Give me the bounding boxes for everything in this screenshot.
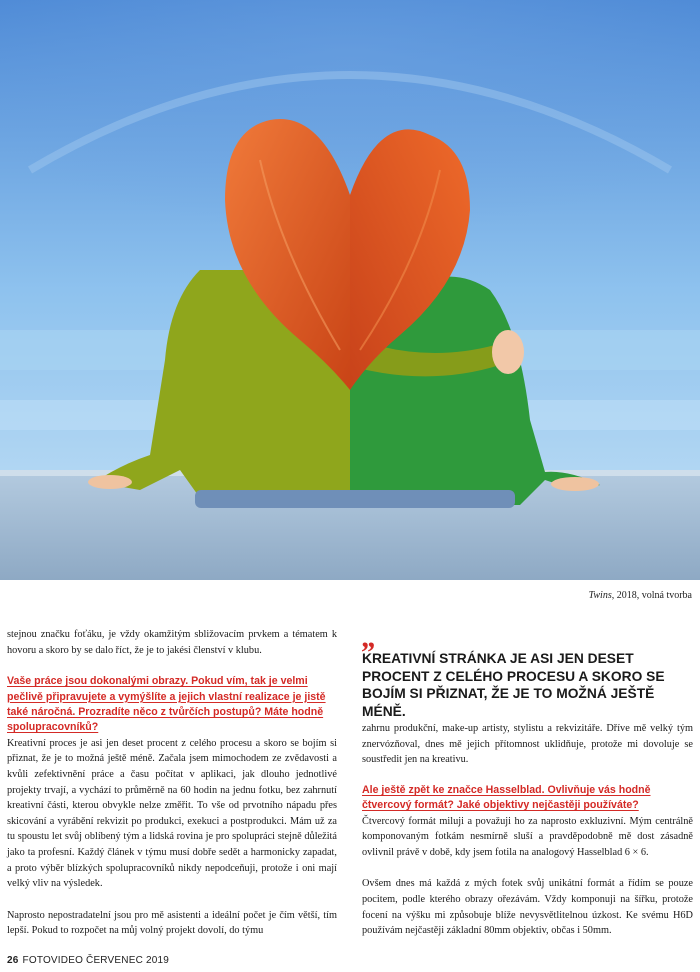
answer-2: Čtvercový formát miluji a považuji ho za naprosto exkluzivní. Mým centrálně komponovaným fotkám nesmírně sluší a pravděpodobně mě dost zásadně ovlivnil právě v době, kdy jsem fotila na analogový Hasselblad 6 × 6. xyxy=(362,815,693,858)
pull-quote xyxy=(362,621,692,720)
pull-quote-text: KREATIVNÍ STRÁNKA JE ASI JEN DESET PROCENT Z CELÉHO PROCESU A SKORO SE BOJÍM SI PŘIZNAT, ŽE JE TO MOŽNÁ JEŠTĚ MÉNĚ. xyxy=(362,651,665,719)
answer-2-continued: Ovšem dnes má každá z mých fotek svůj unikátní formát a řídím se pouze pocitem, podle kterého obrazy ořezávám. Vždy komponuji na šířku, protože focení na výšku mi způsobuje blíže nevysvětlitelnou úzkost. Ke svému H6D používám nejčastěji základní 80mm objektiv, občas i 50mm. xyxy=(362,878,693,937)
page-footer xyxy=(7,955,169,966)
question-1: Vaše práce jsou dokonalými obrazy. Pokud vím, tak je velmi pečlivě připravujete a vymýšlíte a jejich vlastní realizace je jistě také náročná. Prozradíte něco z tvůrčích postupů? Máte hodně spolupracovníků? xyxy=(7,675,326,734)
page-number: 26 xyxy=(7,955,19,966)
caption-title: Twins xyxy=(588,590,612,601)
quote-mark-icon: „ xyxy=(362,621,376,654)
intro-paragraph: stejnou značku foťáku, je vždy okamžitým sbližovacím prvkem a tématem k hovoru a skoro by se dalo říct, že je to jakési členství v klubu. xyxy=(7,629,337,656)
left-column xyxy=(7,627,337,939)
continued-paragraph: zahrnu produkční, make-up artisty, stylistu a rekvizitáře. Dříve mě velký tým znervózňoval, dnes mě jejich přítomnost uklidňuje, protože mi dovoluje se soustředit jen na kreativu. xyxy=(362,723,693,766)
question-2: Ale ještě zpět ke značce Hasselblad. Ovlivňuje vás hodně čtvercový formát? Jaké objektivy nejčastěji používáte? xyxy=(362,783,651,812)
answer-1: Kreativní proces je asi jen deset procent z celého procesu a skoro se bojím si přiznat, že je to možná ještě méně. Začala jsem mimochodem ze zvědavosti a kvůli zefektivnění práce a času počítat v aplikaci, jak dlouho jednotlivé projekty trvají, a vychází to průměrně na 60 hodin na jednu fotku, bez zahrnutí kreativní části, kterou obvykle nelze změřit. To vše od prvotního nápadu přes skicování a vyrábění rekvizit po produkci, exekuci a postprodukci. Mám už za tu spoustu let svůj oblíbený tým a lidská rovina je pro spolupráci stejně důležitá jako ta profesní. Každý článek v týmu musí dobře sedět a harmonicky zapadat, a proto výběr blízkých spolupracovníků nikdy nepodceňuji, protože i oni mají velký vliv na výsledek. xyxy=(7,737,337,890)
magazine-issue: FOTOVIDEO ČERVENEC 2019 xyxy=(22,955,170,966)
right-column xyxy=(362,721,693,939)
photo-caption xyxy=(589,590,692,601)
answer-1-continued: Naprosto nepostradatelní jsou pro mě asistenti a ideální počet je čím větší, tím lepší. Pokud to rozpočet na můj volný projekt dovolí, do týmu xyxy=(7,909,337,937)
caption-details: , 2018, volná tvorba xyxy=(611,590,692,601)
